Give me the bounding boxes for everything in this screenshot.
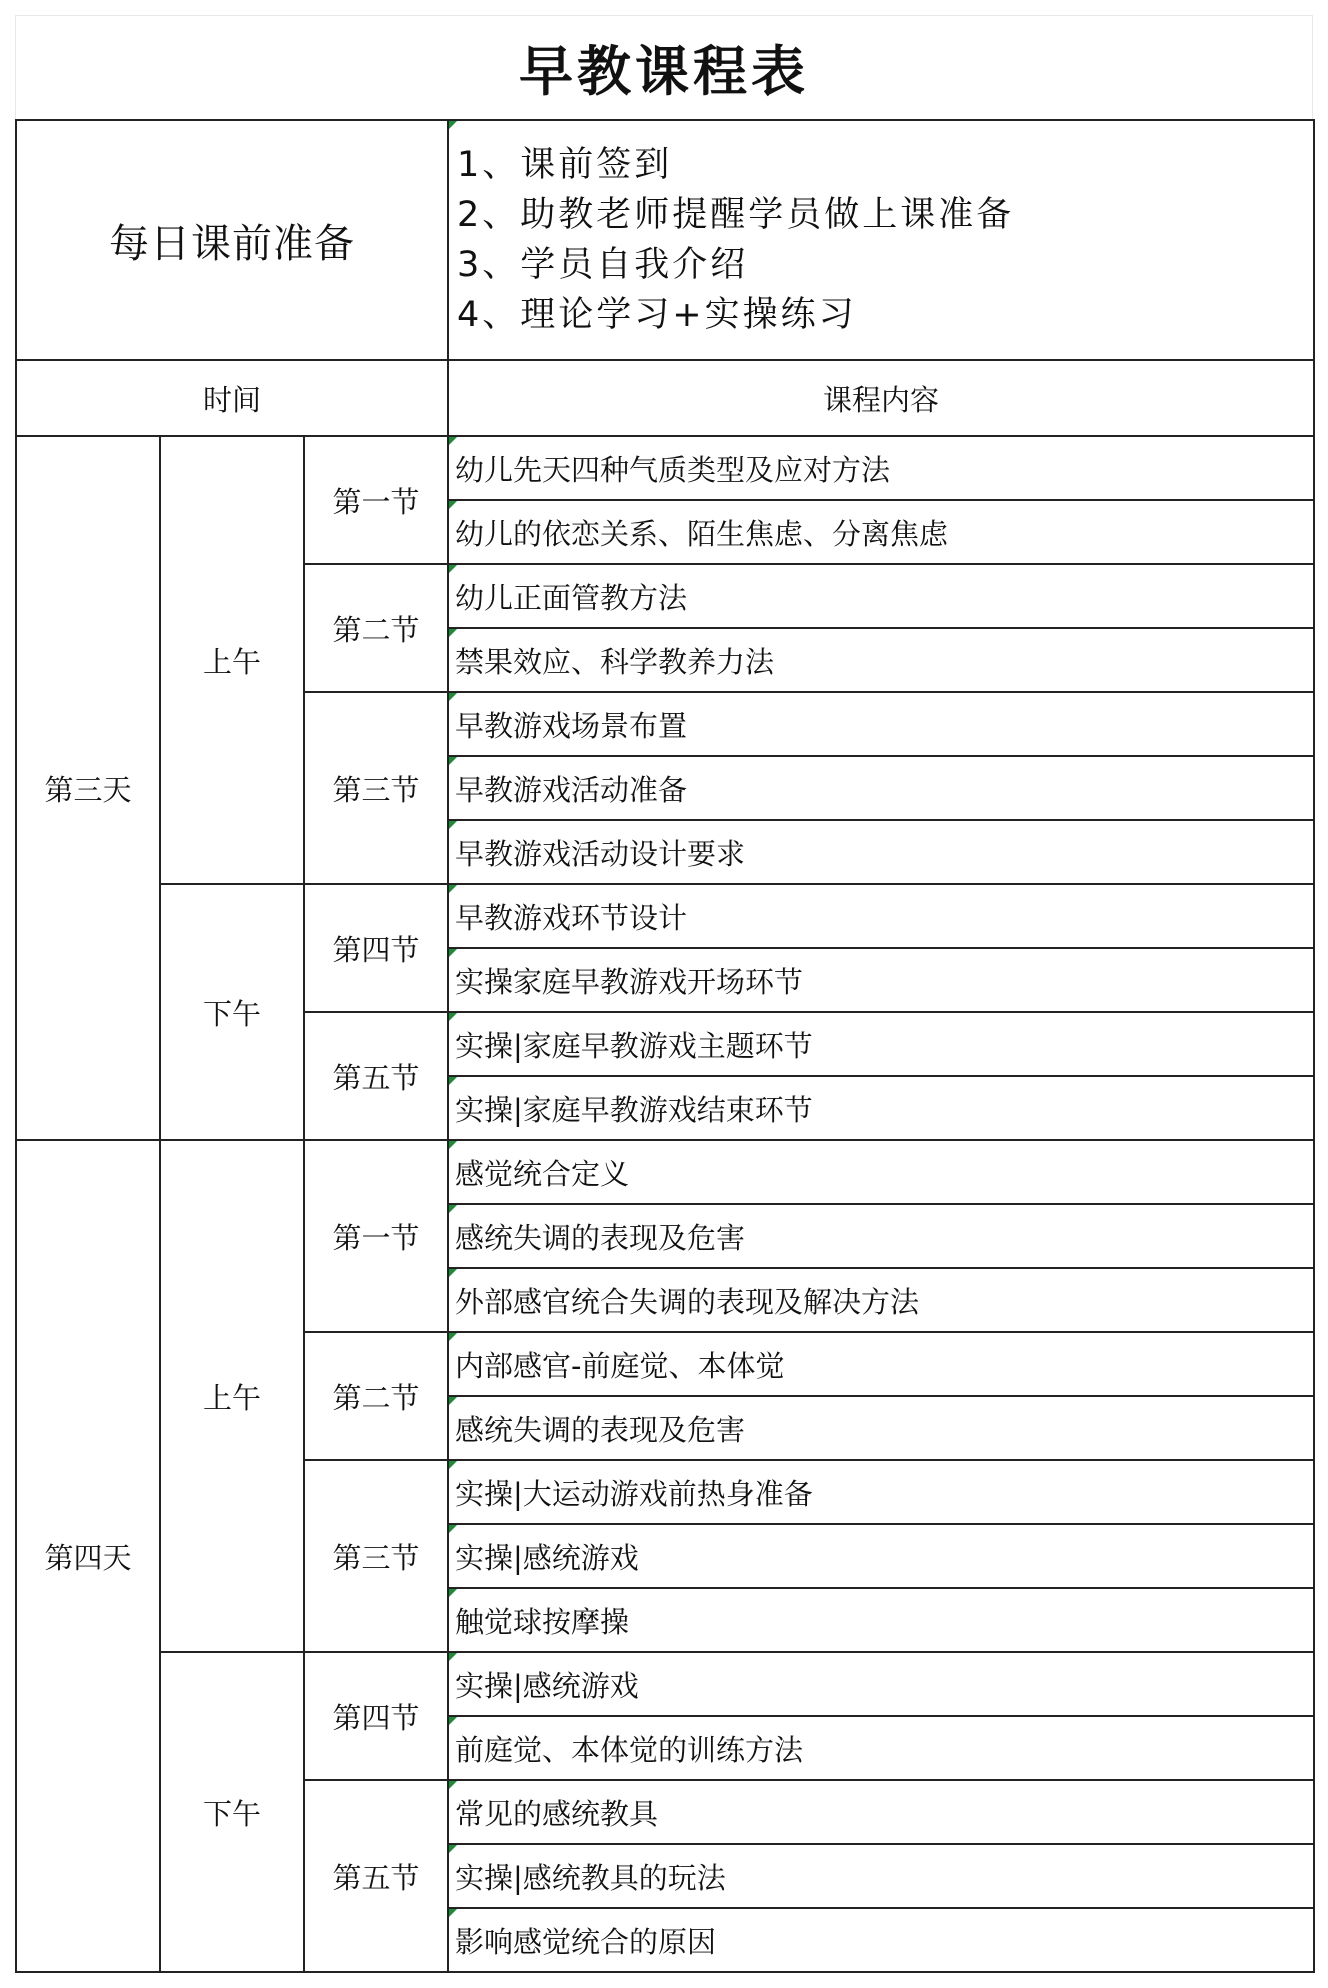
prep-item: 4、理论学习+实操练习 — [457, 295, 857, 335]
cell-marker — [449, 1461, 457, 1469]
day-cell: 第三天 — [16, 436, 160, 1140]
course-content-text: 内部感官-前庭觉、本体觉 — [455, 1348, 785, 1383]
cell-marker — [449, 949, 457, 957]
course-content-cell — [448, 1012, 1314, 1076]
course-content-cell — [448, 436, 1314, 500]
course-content-text: 幼儿正面管教方法 — [455, 580, 688, 615]
day-cell: 第四天 — [16, 1140, 160, 1972]
prep-item: 2、助教老师提醒学员做上课准备 — [457, 195, 1015, 235]
cell-marker — [449, 121, 457, 129]
course-content-cell — [448, 1588, 1314, 1652]
course-content-text: 早教游戏活动设计要求 — [455, 836, 746, 871]
course-content-cell — [448, 1460, 1314, 1524]
course-content-cell — [448, 500, 1314, 564]
course-content-cell — [448, 1716, 1314, 1780]
prep-list — [448, 120, 1314, 360]
course-content-cell — [448, 884, 1314, 948]
cell-marker — [449, 1077, 457, 1085]
course-content-cell — [448, 628, 1314, 692]
section-cell: 第四节 — [304, 1652, 448, 1780]
cell-marker — [449, 1845, 457, 1853]
course-content-cell — [448, 1140, 1314, 1204]
course-content-cell — [448, 1396, 1314, 1460]
course-content-cell — [448, 1780, 1314, 1844]
cell-marker — [449, 1717, 457, 1725]
section-cell: 第二节 — [304, 564, 448, 692]
prep-item: 3、学员自我介绍 — [457, 245, 749, 285]
course-content-text: 影响感觉统合的原因 — [455, 1924, 717, 1959]
cell-marker — [449, 1397, 457, 1405]
course-content-text: 前庭觉、本体觉的训练方法 — [455, 1732, 804, 1767]
cell-marker — [449, 757, 457, 765]
course-content-cell — [448, 1908, 1314, 1972]
cell-marker — [449, 1525, 457, 1533]
page-title: 早教课程表 — [519, 40, 809, 103]
cell-marker — [449, 629, 457, 637]
section-cell: 第三节 — [304, 1460, 448, 1652]
course-content-cell — [448, 564, 1314, 628]
cell-marker — [449, 501, 457, 509]
cell-marker — [449, 437, 457, 445]
course-content-text: 外部感官统合失调的表现及解决方法 — [455, 1284, 920, 1319]
half-day-cell: 上午 — [160, 436, 304, 884]
header-time: 时间 — [16, 360, 448, 436]
schedule-row — [16, 436, 1314, 500]
cell-marker — [449, 1333, 457, 1341]
schedule-row — [16, 1652, 1314, 1716]
section-cell: 第四节 — [304, 884, 448, 1012]
schedule-sheet — [15, 15, 1313, 1973]
course-content-text: 实操|家庭早教游戏主题环节 — [455, 1028, 813, 1063]
cell-marker — [449, 693, 457, 701]
course-content-text: 实操|感统游戏 — [455, 1668, 639, 1703]
cell-marker — [449, 821, 457, 829]
schedule-row — [16, 1140, 1314, 1204]
schedule-row — [16, 884, 1314, 948]
course-content-cell — [448, 820, 1314, 884]
prep-row — [16, 120, 1314, 360]
cell-marker — [449, 885, 457, 893]
cell-marker — [449, 1653, 457, 1661]
cell-marker — [449, 1909, 457, 1917]
course-content-text: 感觉统合定义 — [455, 1156, 630, 1191]
header-content: 课程内容 — [448, 360, 1314, 436]
course-content-text: 禁果效应、科学教养力法 — [455, 644, 775, 679]
section-cell: 第二节 — [304, 1332, 448, 1460]
cell-marker — [449, 1589, 457, 1597]
prep-label: 每日课前准备 — [16, 120, 448, 360]
course-content-cell — [448, 1524, 1314, 1588]
course-content-cell — [448, 948, 1314, 1012]
cell-marker — [449, 1781, 457, 1789]
course-content-text: 感统失调的表现及危害 — [455, 1412, 746, 1447]
course-content-text: 常见的感统教具 — [455, 1796, 659, 1831]
course-content-cell — [448, 1652, 1314, 1716]
section-cell: 第五节 — [304, 1780, 448, 1972]
section-cell: 第一节 — [304, 436, 448, 564]
half-day-cell: 下午 — [160, 1652, 304, 1972]
course-content-cell — [448, 1076, 1314, 1140]
course-content-text: 实操家庭早教游戏开场环节 — [455, 964, 804, 999]
course-content-text: 早教游戏活动准备 — [455, 772, 688, 807]
course-content-cell — [448, 692, 1314, 756]
course-content-text: 感统失调的表现及危害 — [455, 1220, 746, 1255]
course-content-text: 实操|感统教具的玩法 — [455, 1860, 726, 1895]
section-cell: 第五节 — [304, 1012, 448, 1140]
cell-marker — [449, 1141, 457, 1149]
cell-marker — [449, 1269, 457, 1277]
cell-marker — [449, 1013, 457, 1021]
course-content-text: 早教游戏环节设计 — [455, 900, 688, 935]
course-content-cell — [448, 1332, 1314, 1396]
schedule-table — [15, 119, 1315, 1973]
course-content-cell — [448, 1268, 1314, 1332]
prep-item: 1、课前签到 — [457, 145, 673, 185]
section-cell: 第三节 — [304, 692, 448, 884]
course-content-cell — [448, 1204, 1314, 1268]
section-cell: 第一节 — [304, 1140, 448, 1332]
course-content-text: 幼儿的依恋关系、陌生焦虑、分离焦虑 — [455, 516, 949, 551]
course-content-text: 实操|大运动游戏前热身准备 — [455, 1476, 813, 1511]
course-content-text: 早教游戏场景布置 — [455, 708, 688, 743]
course-content-text: 实操|家庭早教游戏结束环节 — [455, 1092, 813, 1127]
course-content-cell — [448, 1844, 1314, 1908]
course-content-text: 触觉球按摩操 — [455, 1604, 630, 1639]
course-content-cell — [448, 756, 1314, 820]
header-row — [16, 360, 1314, 436]
cell-marker — [449, 1205, 457, 1213]
course-content-text: 实操|感统游戏 — [455, 1540, 639, 1575]
title-row — [15, 15, 1313, 119]
half-day-cell: 上午 — [160, 1140, 304, 1652]
cell-marker — [449, 565, 457, 573]
half-day-cell: 下午 — [160, 884, 304, 1140]
course-content-text: 幼儿先天四种气质类型及应对方法 — [455, 452, 891, 487]
